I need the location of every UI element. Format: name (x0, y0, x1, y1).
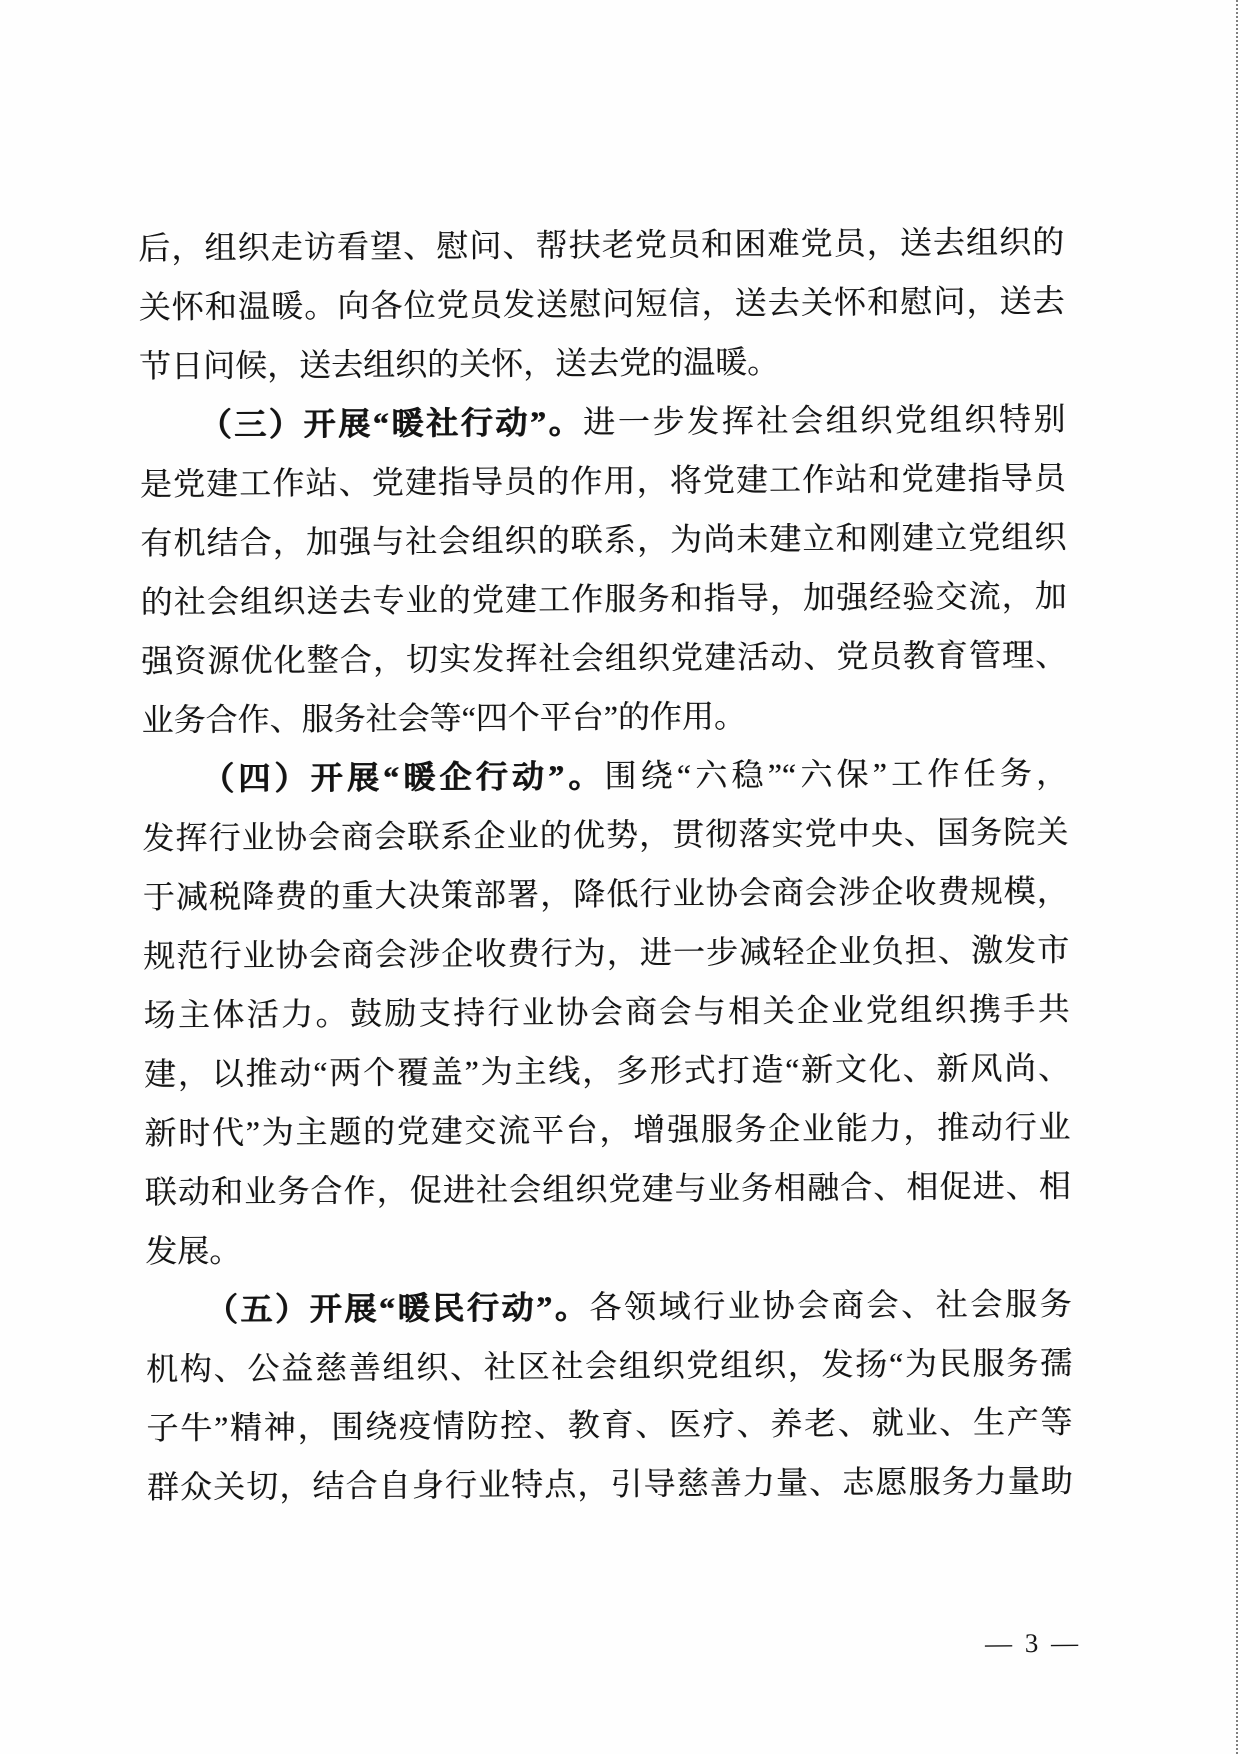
text-line (146, 1393, 1072, 1458)
text-line (142, 803, 1068, 868)
text-line (147, 1452, 1073, 1517)
line-text: 子牛”精神，围绕疫情防控、教育、医疗、养老、就业、生产等 (146, 1403, 1073, 1447)
line-text: 联动和业务合作，促进社会组织党建与业务相融合、相促进、相 (144, 1167, 1071, 1211)
line-text: 发挥行业协会商会联系企业的优势，贯彻落实党中央、国务院关 (142, 813, 1069, 857)
line-text: 是党建工作站、党建指导员的作用，将党建工作站和党建指导员 (139, 459, 1066, 503)
scan-artifact-line (1236, 0, 1238, 1754)
line-text: 关怀和温暖。向各位党员发送慰问短信，送去关怀和慰问，送去 (138, 282, 1065, 326)
line-text: 围绕“六稳”“六保”工作任务， (604, 754, 1069, 794)
line-text: 机构、公益慈善组织、社区社会组织党组织，发扬“为民服务孺 (145, 1344, 1073, 1388)
line-text: 群众关切，结合自身行业特点，引导慈善力量、志愿服务力量助 (146, 1462, 1073, 1506)
text-line (145, 1157, 1071, 1222)
text-line (138, 272, 1064, 337)
section-heading-bold: （三）开展“暖社行动”。 (199, 404, 584, 443)
line-text: 场主体活力。鼓励支持行业协会商会与相关企业党组织携手共 (143, 990, 1070, 1034)
line-text: 规范行业协会商会涉企收费行为，进一步减轻企业负担、激发市 (143, 931, 1070, 975)
line-text: 于减税降费的重大决策部署，降低行业协会商会涉企收费规模， (142, 872, 1069, 916)
text-line (140, 449, 1066, 514)
text-line (140, 508, 1066, 573)
line-text: 的社会组织送去专业的党建工作服务和指导，加强经验交流，加 (140, 577, 1067, 621)
text-line (143, 921, 1069, 986)
line-text: 节日问候，送去组织的关怀，送去党的温暖。 (138, 343, 780, 385)
text-line (140, 567, 1066, 632)
text-line-section-heading-3 (139, 390, 1065, 455)
section-heading-bold: （四）开展“暖企行动”。 (201, 757, 605, 797)
line-text: 强资源优化整合，切实发挥社会组织党建活动、党员教育管理、 (140, 636, 1068, 680)
line-text: 进一步发挥社会组织党组织特别 (582, 400, 1066, 441)
line-text: 各领域行业协会商会、社会服务 (589, 1285, 1072, 1326)
page-number: — 3 — (984, 1627, 1082, 1659)
text-line (143, 980, 1069, 1045)
text-line (141, 626, 1067, 691)
text-line (144, 1039, 1070, 1104)
text-line (139, 331, 1065, 396)
line-text: 后，组织走访看望、慰问、帮扶老党员和困难党员，送去组织的 (138, 223, 1065, 267)
line-text: 新时代”为主题的党建交流平台，增强服务企业能力，推动行业 (144, 1108, 1071, 1152)
section-heading-bold: （五）开展“暖民行动”。 (205, 1289, 590, 1328)
text-line (144, 1098, 1070, 1163)
text-line (146, 1334, 1072, 1399)
text-line-section-heading-4 (142, 744, 1068, 809)
text-line (145, 1216, 1071, 1281)
line-text: 业务合作、服务社会等“四个平台”的作用。 (141, 698, 747, 739)
text-line (141, 685, 1067, 750)
line-text: 发展。 (145, 1232, 242, 1270)
line-text: 建，以推动“两个覆盖”为主线，多形式打造“新文化、新风尚、 (143, 1049, 1071, 1093)
text-line-section-heading-5 (145, 1275, 1071, 1340)
text-line (143, 862, 1069, 927)
document-body (138, 213, 1073, 1517)
text-line (138, 213, 1064, 278)
line-text: 有机结合，加强与社会组织的联系，为尚未建立和刚建立党组织 (140, 518, 1067, 562)
